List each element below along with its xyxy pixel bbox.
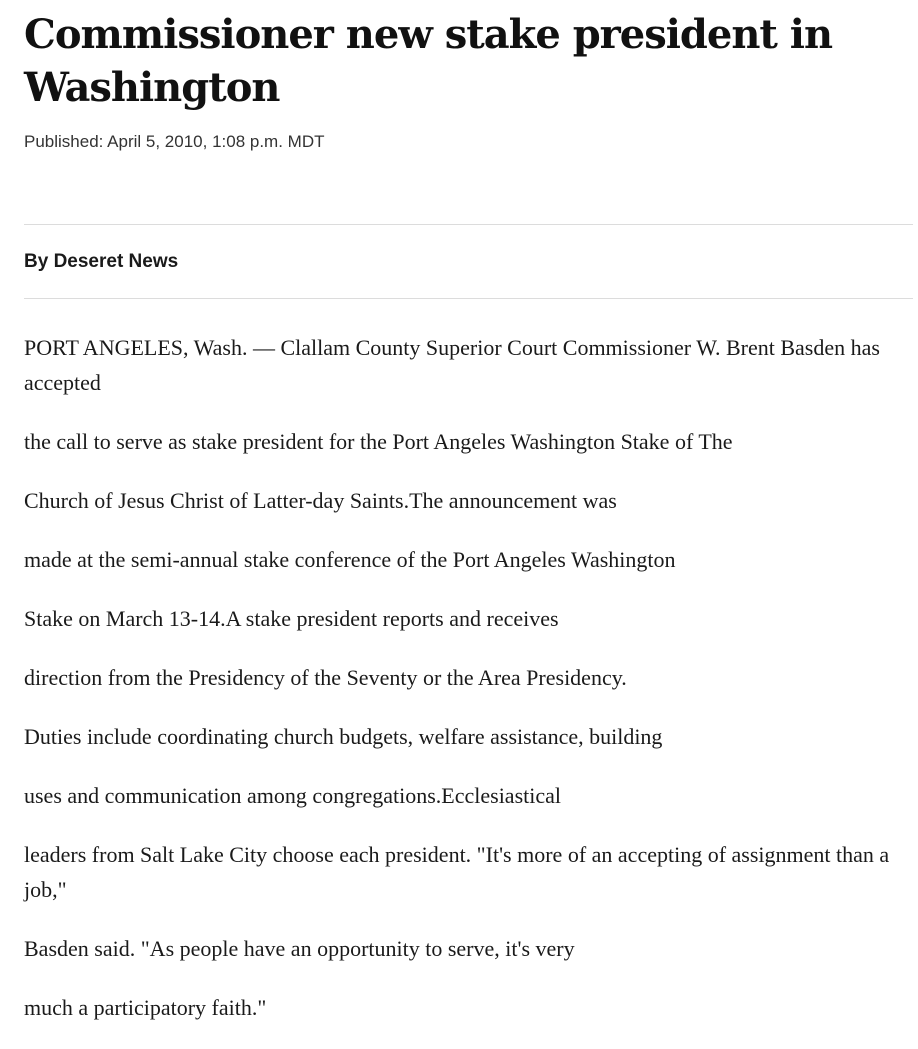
headline: Commissioner new stake president in Washington	[24, 11, 833, 111]
published-date: Published: April 5, 2010, 1:08 p.m. MDT	[24, 132, 325, 151]
paragraph: Stake on March 13-14.A stake president reports and receives	[24, 606, 559, 631]
article	[24, 0, 913, 1049]
paragraph: Duties include coordinating church budgets, welfare assistance, building	[24, 724, 663, 749]
paragraph: the call to serve as stake president for the Port Angeles Washington Stake of The	[24, 429, 733, 454]
paragraph: PORT ANGELES, Wash. — Clallam County Superior Court Commissioner W. Brent Basden has accepted	[24, 335, 880, 395]
paragraph: Church of Jesus Christ of Latter-day Saints.The announcement was	[24, 488, 617, 513]
article-body	[24, 330, 913, 1025]
paragraph: much a participatory faith."	[24, 995, 267, 1020]
paragraph: Basden said. "As people have an opportunity to serve, it's very	[24, 936, 575, 961]
byline: By Deseret News	[24, 251, 179, 272]
paragraph: direction from the Presidency of the Seventy or the Area Presidency.	[24, 665, 627, 690]
paragraph: uses and communication among congregations.Ecclesiastical	[24, 783, 562, 808]
divider-bottom	[24, 298, 913, 299]
paragraph: leaders from Salt Lake City choose each president. "It's more of an accepting of assignment than a job,"	[24, 842, 890, 902]
paragraph: made at the semi-annual stake conference of the Port Angeles Washington	[24, 547, 676, 572]
